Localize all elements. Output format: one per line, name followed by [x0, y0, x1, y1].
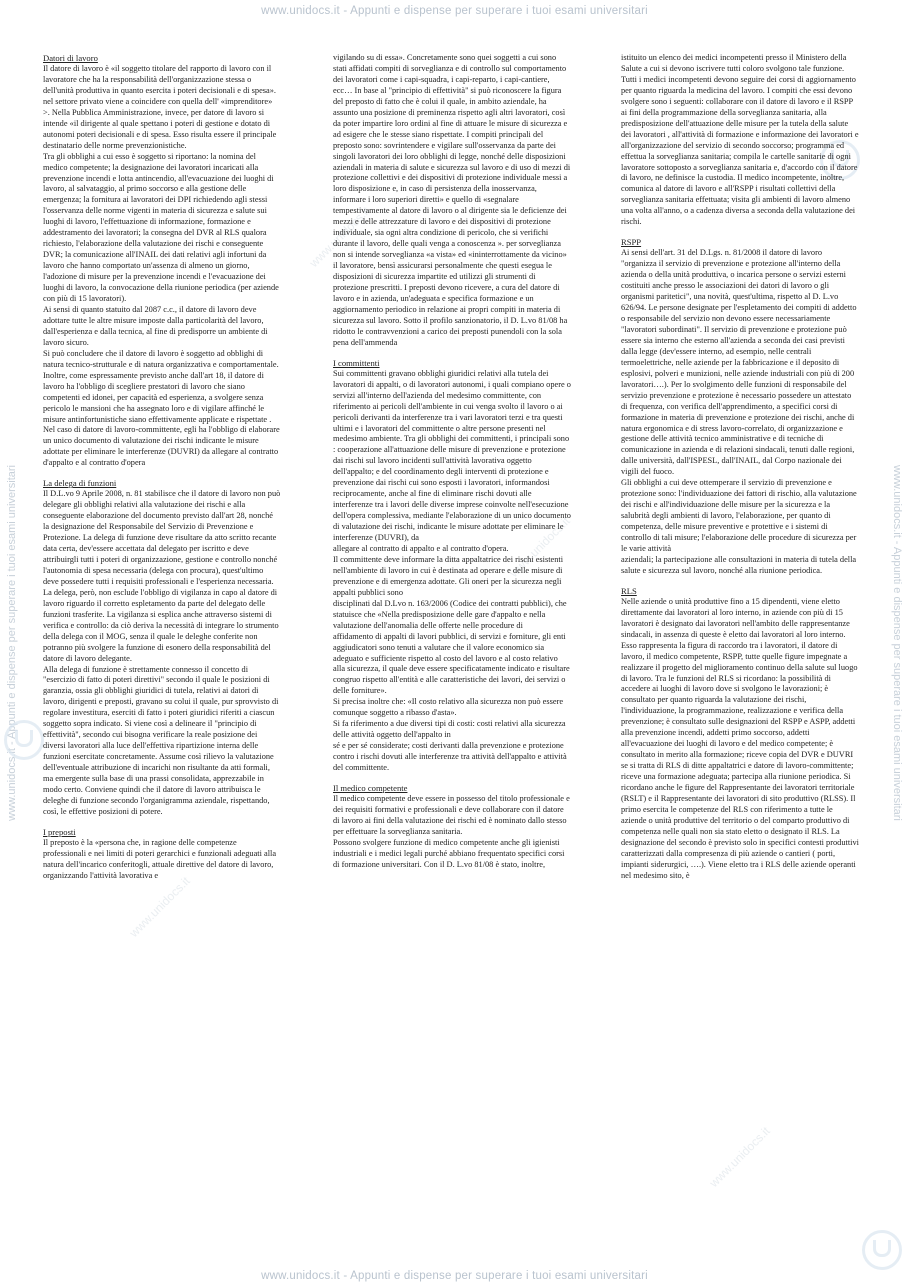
section-heading: RSPP	[621, 237, 642, 248]
document-section	[43, 53, 281, 469]
document-section	[333, 783, 571, 871]
text-column-right	[621, 53, 859, 1258]
top-banner[interactable]: www.unidocs.it - Appunti e dispense per superare i tuoi esami universitari	[261, 5, 648, 17]
section-paragraph: aziendali; la partecipazione alle consultazioni in materia di tutela della salute e sicurezza sul lavoro, nonché alla riunione periodica.	[621, 554, 857, 575]
right-side-banner	[885, 0, 909, 1286]
document-section	[43, 827, 281, 882]
section-paragraph: istituito un elenco dei medici incompetenti presso il Ministero della Salute a cui si devono iscrivere tutti coloro svolgono tale funzione. Tutti i medici incompetenti devono seguire dei corsi di aggiornamento per quanto riguarda la medicina del lavoro. I compiti che essi devono svolgere sono i seguenti: collaborare con il datore di lavoro e il RSPP ai fini della programmazione della sorveglianza sanitaria, alla predisposizione dell'attuazione delle misure per la tutela della salute dei lavoratori , all'attività di formazione e informazione dei lavoratori e all'organizzazione del servizio di secondo soccorso; programma ed effettua la sorveglianza sanitaria; compila le cartelle sanitarie di ogni lavoratore sottoposto a sorveglianza sanitaria e, d'accordo con il datore di lavoro, ne definisce la custodia. Il medico incompetente, inoltre, comunica al datore di lavoro e all'RSPP i risultati collettivi della sorveglianza sanitaria effettuata; visita gli ambienti di lavoro almeno una volta all'anno, o a cadenza diversa a seconda della valutazione dei rischi.	[621, 53, 859, 227]
unidocs-logo-icon	[4, 720, 44, 760]
document-section	[333, 53, 571, 349]
section-paragraph: Tra gli obblighi a cui esso è soggetto si riportano: la nomina del medico competente; la designazione dei lavoratori incaricati alla prevenzione incendi e lotta antincendio, all'evacuazione dei luoghi di lavoro, al salvataggio, al primo soccorso e alla gestione delle emergenza; la fornitura ai lavoratori dei DPI richiedendo agli stessi l'osservanza delle norme vigenti in materia di sicurezza e salute sui luoghi di lavoro, l'effettuazione di informazione, formazione e addestramento dei lavoratori; la consegna del DVR al RLS qualora richiesto, l'elaborazione della valutazione dei rischi e conseguente DVR; la comunicazione all'INAIL dei dati relativi agli infortuni da lavoro che hanno comportato un'assenza di almeno un giorno, l'adozione di misure per la prevenzione incendi e l'evacuazione dei luoghi di lavoro, la convocazione della riunione periodica (per aziende con più di 15 lavoratori).	[43, 151, 279, 304]
section-heading: Datori di lavoro	[43, 53, 98, 63]
text-column-left	[43, 53, 281, 1258]
unidocs-logo-icon	[862, 1230, 902, 1270]
document-section	[621, 586, 859, 882]
watermark-text: www.unidocs.it	[706, 1123, 773, 1191]
document-section	[333, 358, 571, 774]
section-paragraph: allegare al contratto di appalto e al contratto d'opera.	[333, 543, 509, 553]
section-paragraph: Ai sensi di quanto statuito dal 2087 c.c., il datore di lavoro deve adottare tutte le altre misure imposte dalla particolarità del lavoro, dall'esperienza e dalla tecnica, al fine di predisporre un ambiente di lavoro sicuro.	[43, 304, 268, 347]
section-paragraph: Si fa riferimento a due diversi tipi di costi: costi relativi alla sicurezza delle attività oggetto dell'appalto in	[333, 719, 566, 740]
section-paragraph: Nelle aziende o unità produttive fino a 15 dipendenti, viene eletto direttamente dai lavoratori al loro interno, in aziende con più di 15 lavoratori è designato dai lavoratori nell'ambito delle rappresentanze sindacali, in assenza di queste è eletto dai lavoratori al loro interno. Esso rappresenta la figura di raccordo tra i lavoratori, il datore di lavoro, il medico competente, RSPP, tutte quelle figure impegnate a realizzare il progetto del miglioramento continuo della salute sul luogo di lavoro. Tra le funzioni del RLS si ricordano: la possibilità di accedere ai luoghi di lavoro dove si svolgono le lavorazioni; è consultato per quanto riguarda la valutazione dei rischi, l'individuazione, la programmazione, realizzazione e verifica della prevenzione; è consultato sulle designazioni del RSPP e ASPP, addetti alla prevenzione incendi, addetti primo soccorso, addetti all'evacuazione dei luoghi di lavoro e del medico competente; è consultato in merito alla formazione; riceve copia del DVR e DUVRI se si tratta di RLS di ditte appaltatrici e datore di lavoro-committente; riceve una formazione adeguata; partecipa alla riunione periodica. Si ricordano anche le figure del Rappresentante dei lavoratori territoriale (RSLT) e il Rappresentante dei lavoratori di sito produttivo (RLSS). Il primo esercita le competenze del RLS con riferimento a tutte le aziende o unità produttive del territorio o del comparto produttivo di competenza nelle quali non sia stato eletto o designato il RLS. La designazione del secondo è previsto solo in specifici contesti produttivi caratterizzati dalla compresenza di più aziende o cantieri ( porti, impianti siderurgici, ….). Viene eletto tra i RLS delle aziende operanti nel medesimo sito, è	[621, 596, 859, 880]
left-side-banner-text: www.unidocs.it - Appunti e dispense per superare i tuoi esami universitari	[6, 465, 18, 821]
section-heading: I preposti	[43, 826, 76, 837]
right-side-banner-text: www.unidocs.it - Appunti e dispense per superare i tuoi esami universitari	[891, 465, 903, 821]
section-paragraph: Nel caso di datore di lavoro-committente, egli ha l'obbligo di elaborare un unico documento di valutazione dei rischi indicante le misure adottate per eliminare le interferenze (DUVRI) da allegare al contratto d'appalto e al contratto d'opera	[43, 425, 280, 468]
section-paragraph: Il medico competente deve essere in possesso del titolo professionale e dei requisiti formativi e professionali e deve collaborare con il datore di lavoro ai fini della valutazione dei rischi ed è nominato dallo stesso per effettuare la sorveglianza sanitaria.	[333, 794, 570, 836]
section-paragraph: disciplinati dal D.Lvo n. 163/2006 (Codice dei contratti pubblici), che statuisce che «Nella predisposizione delle gare d'appalto e nella valutazione dell'anomalia delle offerte nelle procedure di	[333, 598, 567, 630]
watermark-text: www.unidocs.it	[506, 513, 573, 581]
section-paragraph: Il preposto è la «persona che, in ragione delle competenze professionali e nei limiti di poteri gerarchici e funzionali adeguati alla natura dell'incarico conferitogli, attuale direttive del datore di lavoro, organizzando l'attività lavorativa e	[43, 837, 277, 880]
bottom-banner[interactable]: www.unidocs.it - Appunti e dispense per superare i tuoi esami universitari	[261, 1270, 648, 1282]
section-paragraph: Inoltre, come espressamente previsto anche dall'art 18, il datore di lavoro ha l'obbligo di scegliere prestatori di lavoro che siano competenti ed idonei, per capacità ed esperienza, a svolgere senza pericolo le mansioni che ha assegnato loro e di vigilare affinché le misure antinfortunistiche siano effettivamente applicate e rispettate .	[43, 370, 272, 424]
section-paragraph: Possono svolgere funzione di medico competente anche gli igienisti industriali e i medici legali purché abbiano frequentato specifici corsi di formazione universitari. Con il D. L.vo 81/08 è stato, inoltre,	[333, 837, 565, 869]
section-paragraph: La delega, però, non esclude l'obbligo di vigilanza in capo al datore di lavoro riguardo il corretto espletamento da parte del delegato delle funzioni trasferite. La vigilanza si esplica anche attraverso sistemi di verifica e controllo: da ciò deriva la necessità di integrare lo strumento della delega con il MOG, senza il quale le deleghe conferite non potranno più svolgere la funzione di esonero della responsabilità del datore di lavoro delegante.	[43, 587, 279, 663]
section-paragraph: Sui committenti gravano obblighi giuridici relativi alla tutela dei lavoratori di appalti, o di lavoratori autonomi, i quali compiano opere o servizi all'interno dell'azienda del medesimo committente, con riferimento ai pericoli dell'ambiente in cui venga svolto il lavoro o ai pericoli derivanti da interferenze tra i vari lavoratori terzi e tra questi ultimi e i lavoratori del committente o altre persone presenti nel medesimo ambiente. Tra gli obblighi dei committenti, i principali sono : cooperazione all'attuazione delle misure di prevenzione e protezione dai rischi sul lavoro incidenti sull'attività lavorativa oggetto dell'appalto; e del coordinamento degli interventi di protezione e prevenzione dai rischi cui sono esposti i lavoratori, informandosi reciprocamente, anche al fine di eliminare rischi dovuti alle interferenze tra i lavori delle diverse imprese coinvolte nell'esecuzione dell'opera complessiva, mediante l'elaborazione di un unico documento di valutazione dei rischi, indicante le misure adottate per eliminare le interferenze (DUVRI), da	[333, 368, 571, 543]
section-paragraph: Si può concludere che il datore di lavoro è soggetto ad obblighi di natura tecnico-strutturale e di natura organizzativa e comportamentale.	[43, 348, 279, 369]
section-paragraph: Gli obblighi a cui deve ottemperare il servizio di prevenzione e protezione sono: l'individuazione dei fattori di rischio, alla valutazione dei rischi e all'individuazione delle misure per la sicurezza e la salubrità degli ambienti di lavoro, l'elaborazione, per quanto di competenza, delle misure preventive e protettive e i sistemi di controllo di tali misure; l'elaborazione delle procedure di sicurezza per le varie attività	[621, 478, 857, 553]
section-paragraph: affidamento di appalti di lavori pubblici, di servizi e forniture, gli enti aggiudicatori sono tenuti a valutare che il valore economico sia adeguato e sufficiente rispetto al costo del lavoro e al costo relativo alla sicurezza, il quale deve essere specificatamente indicato e risultare congruo rispetto all'entità e alle caratteristiche dei lavori, dei servizi o delle forniture».	[333, 631, 570, 696]
section-heading: La delega di funzioni	[43, 478, 117, 489]
section-paragraph: Alla delega di funzione è strettamente connesso il concetto di "esercizio di fatto di poteri direttivi" secondo il quale le posizioni di garanzia, ossia gli obblighi giuridici di tutela, relativi ai datori di lavoro, dirigenti e preposti, gravano su colui il quale, pur sprovvisto di regolare investitura, eserciti di fatto i poteri giuridici riferiti a ciascun soggetto sopra indicato. Si viene così a delineare il "principio di effettività", secondo cui bisogna verificare la reale posizione dei diversi lavoratori alla luce dell'effettiva ripartizione interna delle funzioni esercitate concretamente. Assume così rilievo la valutazione dell'eventuale attribuzione di incarichi non risultante da atti formali, ma emergente sulla base di una prassi consolidata, apprezzabile in modo certo. Conviene quindi che il datore di lavoro attribuisca le deleghe di funzione secondo l'organigramma aziendale, rispettando, così, le effettive posizioni di potere.	[43, 664, 279, 816]
section-paragraph: Si precisa inoltre che: «Il costo relativo alla sicurezza non può essere comunque soggetto a ribasso d'asta».	[333, 697, 564, 718]
document-section	[43, 478, 281, 818]
watermark-text: www.unidocs.it	[126, 873, 193, 941]
text-column-middle	[333, 53, 571, 1258]
section-paragraph: Ai sensi dell'art. 31 del D.Lgs. n. 81/2008 il datore di lavoro "organizza il servizio di prevenzione e protezione all'interno della azienda o della unità produttiva, o incarica persone o servizi esterni costituiti anche presso le associazioni dei datori di lavoro o gli organismi paritetici", una novità, quest'ultima, rispetto al D. L.vo 626/94. Le persone designate per l'espletamento dei compiti di addetto o responsabile del servizio non devono essere necessariamente "lavoratori subordinati". Il servizio di prevenzione e protezione può essere sia interno che esterno all'azienda a seconda dei casi previsti dalla legge (dev'essere interno, ad esempio, nelle centrali termoelettriche, nelle aziende per la fabbricazione e il deposito di esplosivi, polveri e munizioni, nelle aziende industriali con più di 200 lavoratori….). Per lo svolgimento delle funzioni di responsabile del servizio prevenzione e protezione è necessario possedere un attestato di frequenza, con verifica dell'apprendimento, a specifici corsi di formazione in materia di prevenzione e protezione dei rischi, anche di natura ergonomica e di stress lavoro-correlato, di organizzazione e gestione delle attività tecnico amministrative e di tecniche di comunicazione in azienda e di relazioni sindacali, tenuti dalle regioni, dalle università, dall'ISPESL, dall'INAIL, dal Corpo nazionale dei vigili del fuoco.	[621, 248, 857, 477]
left-side-banner	[0, 0, 24, 1286]
watermark-text: www.unidocs.it	[306, 203, 373, 271]
section-heading: RLS	[621, 585, 637, 596]
section-heading: Il medico competente	[333, 783, 408, 793]
section-paragraph: Il datore di lavoro è «il soggetto titolare del rapporto di lavoro con il lavoratore che ha la responsabilità dell'organizzazione stessa o dell'unità produttiva in quanto esercita i poteri decisionali e di spesa». nel settore privato viene a coincidere con quella dell' «imprenditore» >. Nella Pubblica Amministrazione, invece, per datore di lavoro si intende «il dirigente al quale spettano i poteri di gestione e dotato di autonomi poteri decisionali e di spesa. Esso risulta essere il principale destinatario delle norme prevenzionistiche.	[43, 64, 277, 150]
document-section	[621, 53, 859, 228]
section-paragraph: Il D.L.vo 9 Aprile 2008, n. 81 stabilisce che il datore di lavoro non può delegare gli obblighi relativi alla valutazione dei rischi e alla conseguente elaborazione del documento previsto dall'art 28, nonché la designazione del Responsabile del Servizio di Prevenzione e Protezione. La delega di funzione deve risultare da atto scritto recante data certa, dev'essere accettata dal delegato per iscritto e deve attribuirgli tutti i poteri di organizzazione, gestione e controllo nonché l'autonomia di spesa necessaria (delega con procura), quest'ultimo deve possedere tutti i requisiti professionali e l'esperienza necessaria.	[43, 489, 281, 586]
document-section	[621, 237, 859, 577]
section-paragraph: vigilando su di essa». Concretamente sono quei soggetti a cui sono stati affidati compiti di sorveglianza e di controllo sul comportamento dei lavoratori come i capi-squadra, i capi-reparto, i capi-cantiere, ecc… In base al "principio di effettività" si può riconoscere la figura del preposto di fatto che è colui il quale, in ambito aziendale, ha assunto una posizione di preminenza rispetto agli altri lavoratori, così da poter impartire loro ordini al fine di attuare le misure di sicurezza e ad esigere che le stesse siano rispettate. I compiti principali del preposto sono: sovrintendere e vigilare sull'osservanza da parte dei singoli lavoratori dei loro obblighi di legge, nonché delle disposizioni aziendali in materia di salute e sicurezza sul lavoro e di uso di mezzi di protezione collettivi e dei dispositivi di protezione individuale messi a loro disposizione e, in caso di persistenza della inosservanza, informare i loro superiori diretti» e quello di «segnalare tempestivamente al datore di lavoro o al dirigente sia le deficienze dei mezzi e delle attrezzature di lavoro e dei dispositivi di protezione individuale, sia ogni altra condizione di pericolo, che si verifichi durante il lavoro, delle quali venga a conoscenza ». per sorveglianza non si intende sorveglianza «a vista» ed «ininterrottamente da vicino» il lavoratore, bensì assicurarsi personalmente che questi esegua le disposizioni di sicurezza impartite ed utilizzi gli strumenti di protezione prescritti. I preposti devono ricevere, a cura del datore di lavoro e in azienda, un'adeguata e specifica formazione e un aggiornamento periodico in relazione ai propri compiti in materia di sicurezza sul lavoro. Sotto il profilo sanzionatorio, il D. L.vo 81/08 ha ridotto le contravvenzioni a carico dei preposti punendoli con la sola pena dell'ammenda	[333, 53, 571, 347]
section-heading: I committenti	[333, 357, 380, 368]
section-paragraph: Il committente deve informare la ditta appaltatrice dei rischi esistenti nell'ambiente di lavoro in cui è destinata ad operare e delle misure di prevenzione e di emergenza adottate. Gli oneri per la sicurezza negli appalti pubblici sono	[333, 554, 564, 597]
section-paragraph: sé e per sé considerate; costi derivanti dalla prevenzione e protezione contro i rischi dovuti alle interferenze tra attività dell'appalto e attività del committente.	[333, 741, 567, 773]
